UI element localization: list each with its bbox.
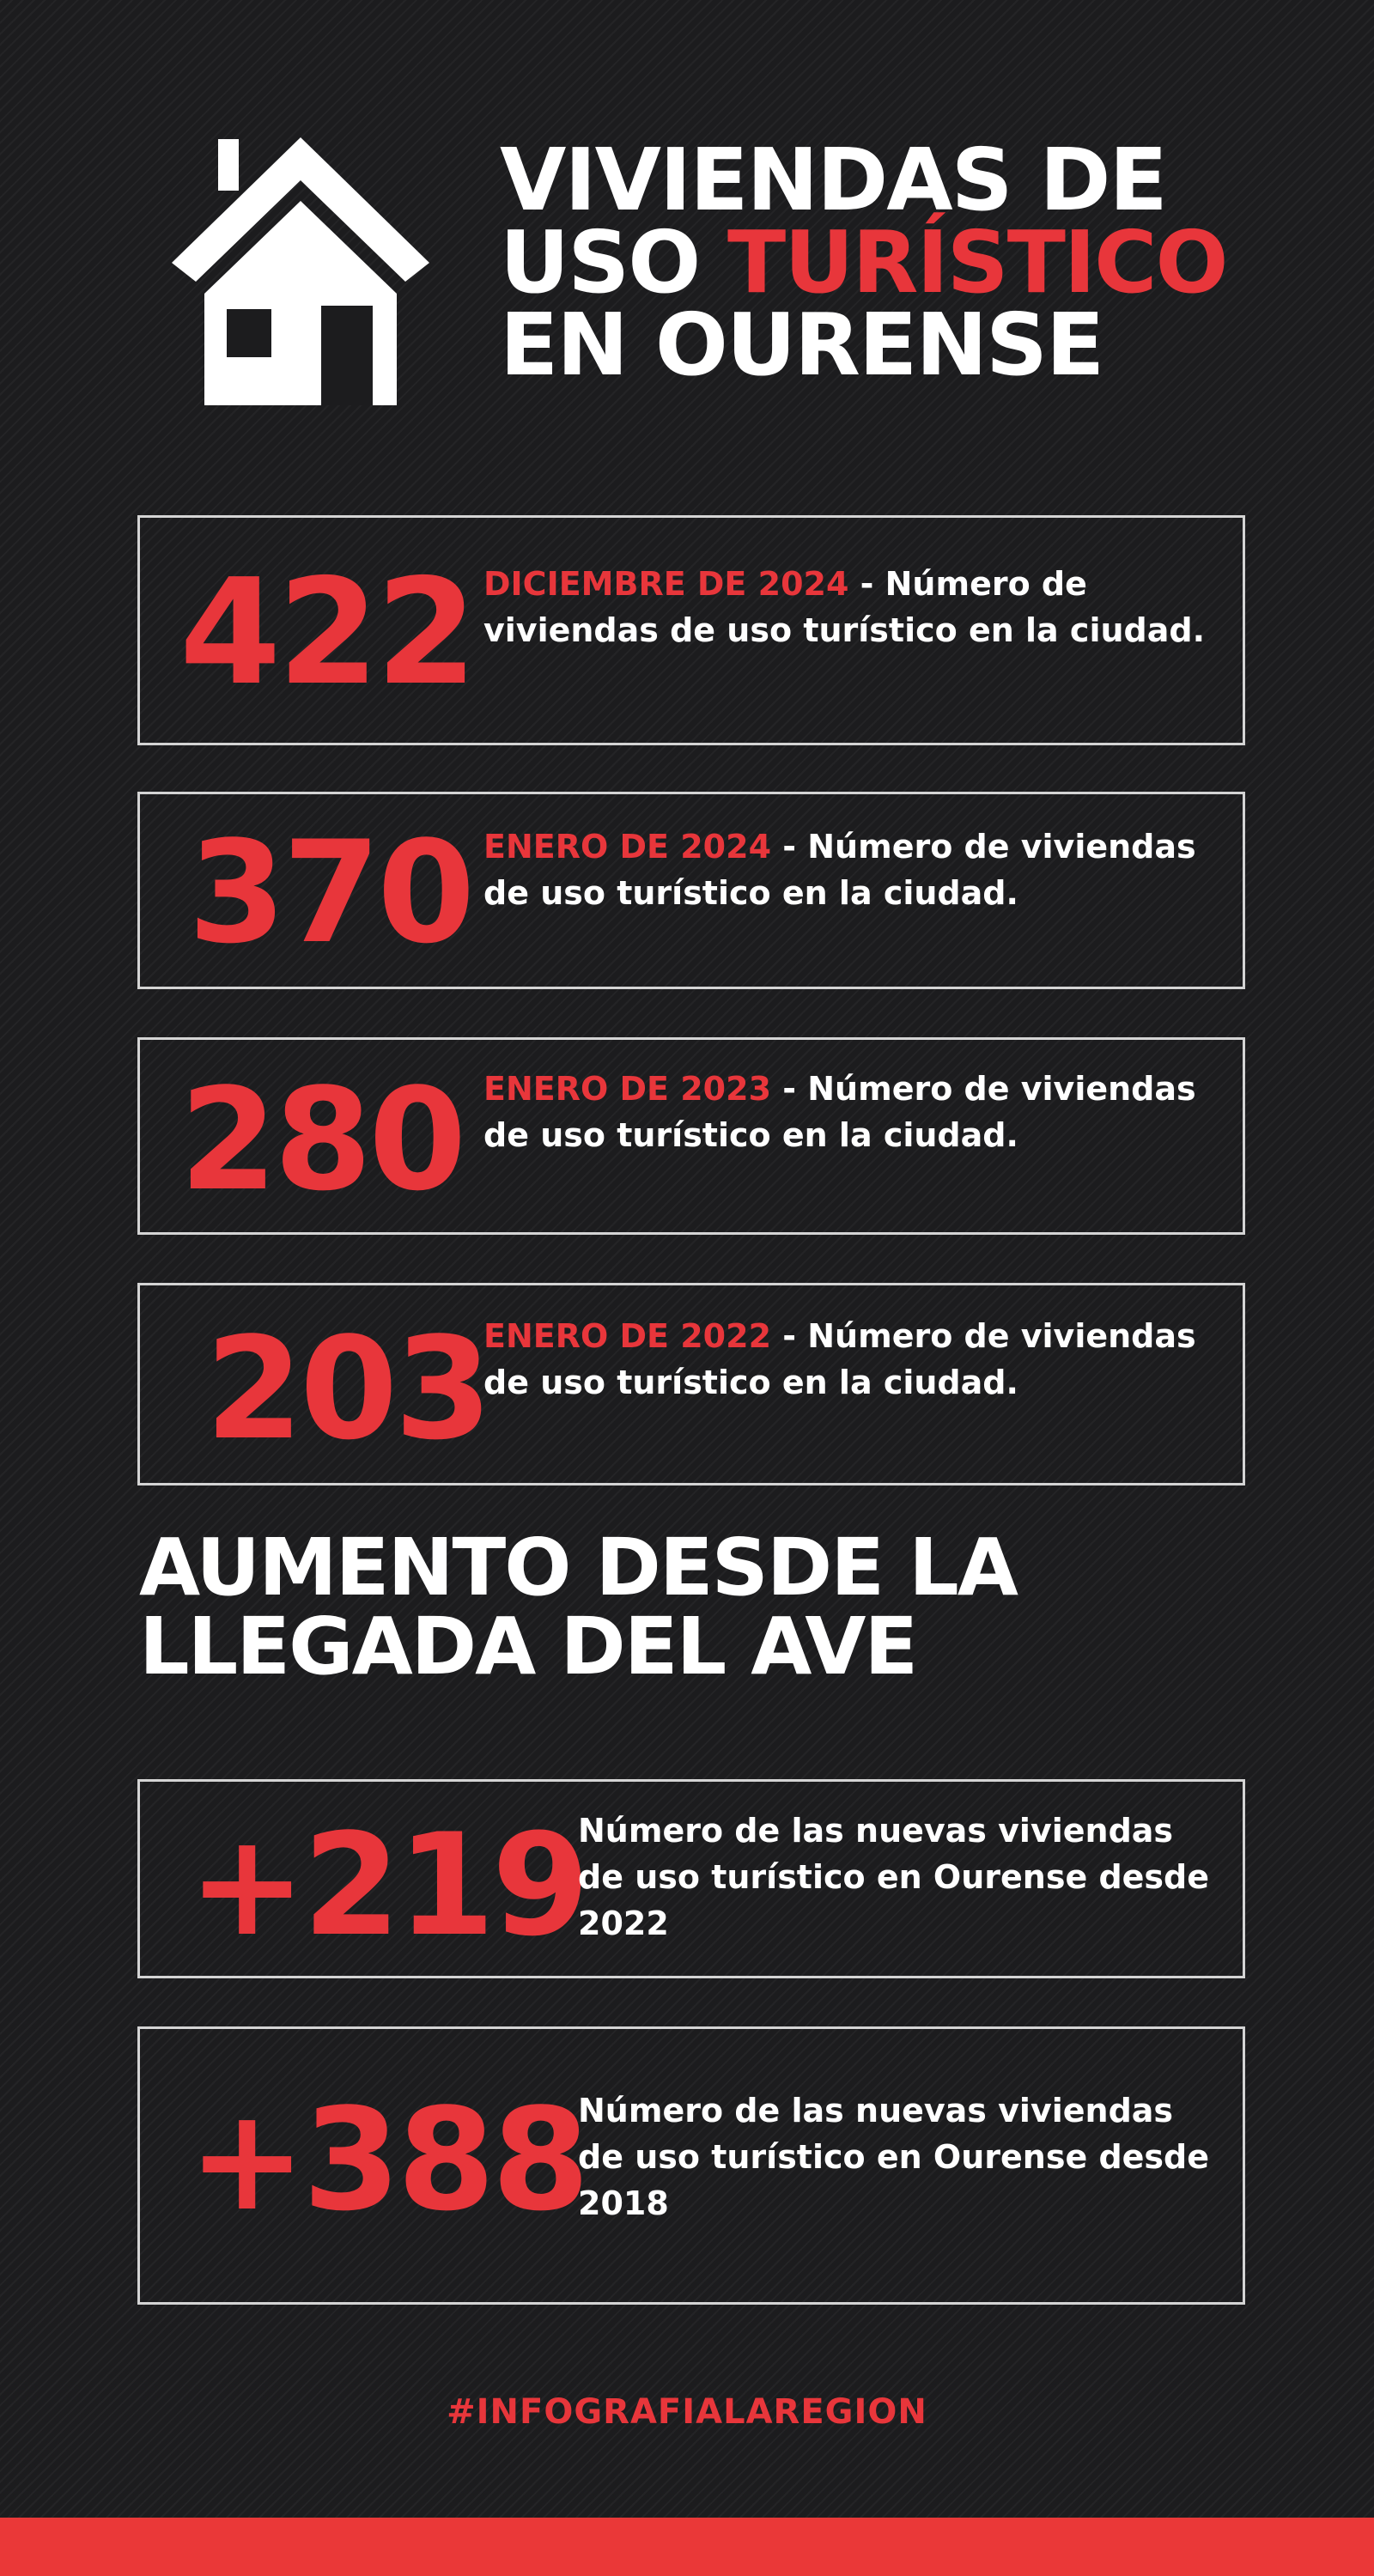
- stat-number: 422: [179, 548, 474, 718]
- page-title: [500, 130, 1273, 395]
- stat-description: [483, 1313, 1222, 1406]
- title-line-1: VIVIENDAS DE: [500, 130, 1166, 230]
- section-title-line-2: LLEGADA DEL AVE: [139, 1601, 917, 1692]
- stat-date: DICIEMBRE DE 2024: [483, 565, 849, 603]
- stat-text: - Número de viviendas de uso turístico en la ciudad.: [483, 1070, 1196, 1154]
- title-line-3: EN OURENSE: [500, 295, 1103, 395]
- stat-card-dec-2024: [137, 515, 1245, 745]
- increase-card-2022: [137, 1779, 1245, 1978]
- section-title: [139, 1522, 1255, 1692]
- hashtag: #INFOGRAFIALAREGION: [447, 2392, 927, 2432]
- stat-number: 203: [205, 1307, 489, 1471]
- stat-number: 280: [179, 1058, 464, 1222]
- stat-card-jan-2023: [137, 1037, 1245, 1235]
- stat-description: [483, 823, 1222, 916]
- house-icon: [168, 134, 433, 409]
- stat-date: ENERO DE 2023: [483, 1070, 772, 1108]
- section-title-line-1: AUMENTO DESDE LA: [139, 1522, 1018, 1613]
- title-line-2: [500, 212, 1273, 313]
- increase-number: +388: [188, 2078, 587, 2242]
- title-highlight: TURÍSTICO: [727, 212, 1227, 313]
- stat-description: [483, 561, 1205, 653]
- header: [0, 0, 1374, 447]
- increase-description: [578, 1807, 1213, 1947]
- stat-date: ENERO DE 2022: [483, 1317, 772, 1355]
- increase-card-2018: [137, 2026, 1245, 2305]
- stat-card-jan-2022: [137, 1283, 1245, 1485]
- stat-text: - Número de viviendas de uso turístico en la ciudad.: [483, 565, 1206, 649]
- bottom-accent-bar: [0, 2518, 1374, 2576]
- increase-text: Número de las nuevas viviendas de uso turístico en Ourense desde 2022: [578, 1812, 1210, 1942]
- increase-description: [578, 2087, 1213, 2227]
- stat-date: ENERO DE 2024: [483, 828, 772, 866]
- stat-card-jan-2024: [137, 792, 1245, 989]
- stat-text: - Número de viviendas de uso turístico en la ciudad.: [483, 1317, 1196, 1401]
- title-line-2-prefix: USO: [500, 212, 728, 313]
- stat-number: 370: [188, 811, 472, 975]
- stat-description: [483, 1066, 1222, 1158]
- increase-number: +219: [188, 1803, 587, 1967]
- stat-text: - Número de viviendas de uso turístico en la ciudad.: [483, 828, 1196, 912]
- increase-text: Número de las nuevas viviendas de uso turístico en Ourense desde 2018: [578, 2092, 1210, 2222]
